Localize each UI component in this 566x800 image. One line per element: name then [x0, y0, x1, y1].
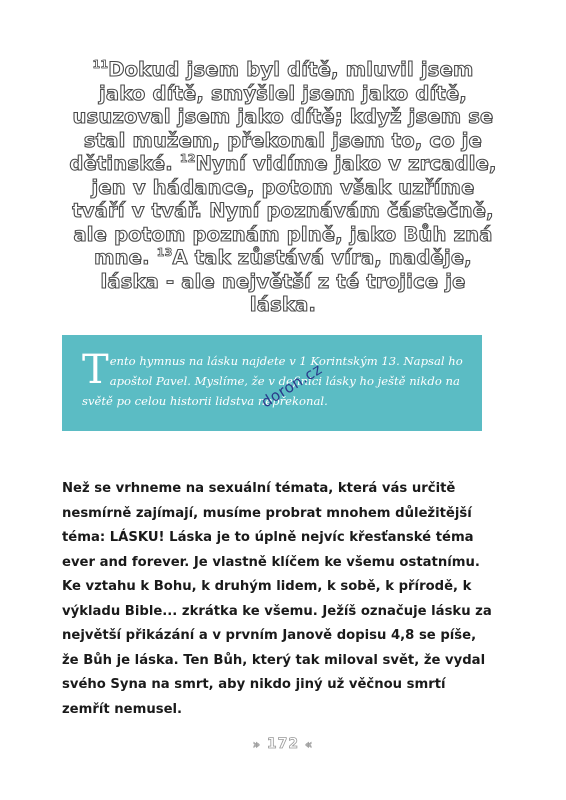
- bible-quote: [68, 58, 498, 317]
- page-number: 172: [266, 736, 300, 752]
- page-marker-right: «: [304, 738, 314, 751]
- note-box: [62, 335, 482, 431]
- verse-text-11: Dokud jsem byl dítě, mluvil jsem jako dítě, smýšlel jsem jako dítě, usuzoval jsem jako dítě; když jsem se stal mužem, překonal jsem to, co je dětinské.: [69, 58, 494, 175]
- note-text: ento hymnus na lásku najdete v 1 Korintským 13. Napsal ho apoštol Pavel. Myslíme, že v definici lásky ho ještě nikdo na světě po celou historii lidstva nepřekonal.: [82, 354, 463, 408]
- verse-text-12: Nyní vidíme jako v zrcadle, jen v hádance, potom však uzříme tváří v tvář. Nyní poznávám částečně, ale potom poznám plně, jako Bůh zná mne.: [72, 152, 497, 269]
- verse-number-11: 11: [92, 58, 109, 71]
- page-marker-left: »: [252, 738, 261, 751]
- body-paragraph: Než se vrhneme na sexuální témata, která vás určitě nesmírně zajímají, musíme probrat mnohem důležitější téma: LÁSKU! Láska je to úplně nejvíc křesťanské téma ever and forever. Je vlastně klíčem ke všemu ostatnímu. Ke vztahu k Bohu, k druhým lidem, k sobě, k přírodě, k výkladu Bible... zkrátka ke všemu. Ježíš označuje lásku za největší přikázání a v prvním Janově dopisu 4,8 se píše, že Bůh je láska. Ten Bůh, který tak miloval svět, že vydal svého Syna na smrt, aby nikdo jiný už věčnou smrtí zemřít nemusel.: [62, 481, 492, 717]
- note-dropcap: T: [82, 347, 109, 393]
- verse-number-13: 13: [156, 246, 173, 259]
- verse-text-13: A tak zůstává víra, naděje, láska - ale největší z té trojice je láska.: [100, 246, 472, 316]
- verse-number-12: 12: [179, 152, 196, 165]
- page-number-footer: [0, 736, 566, 752]
- watermark: doron.cz: [258, 359, 326, 412]
